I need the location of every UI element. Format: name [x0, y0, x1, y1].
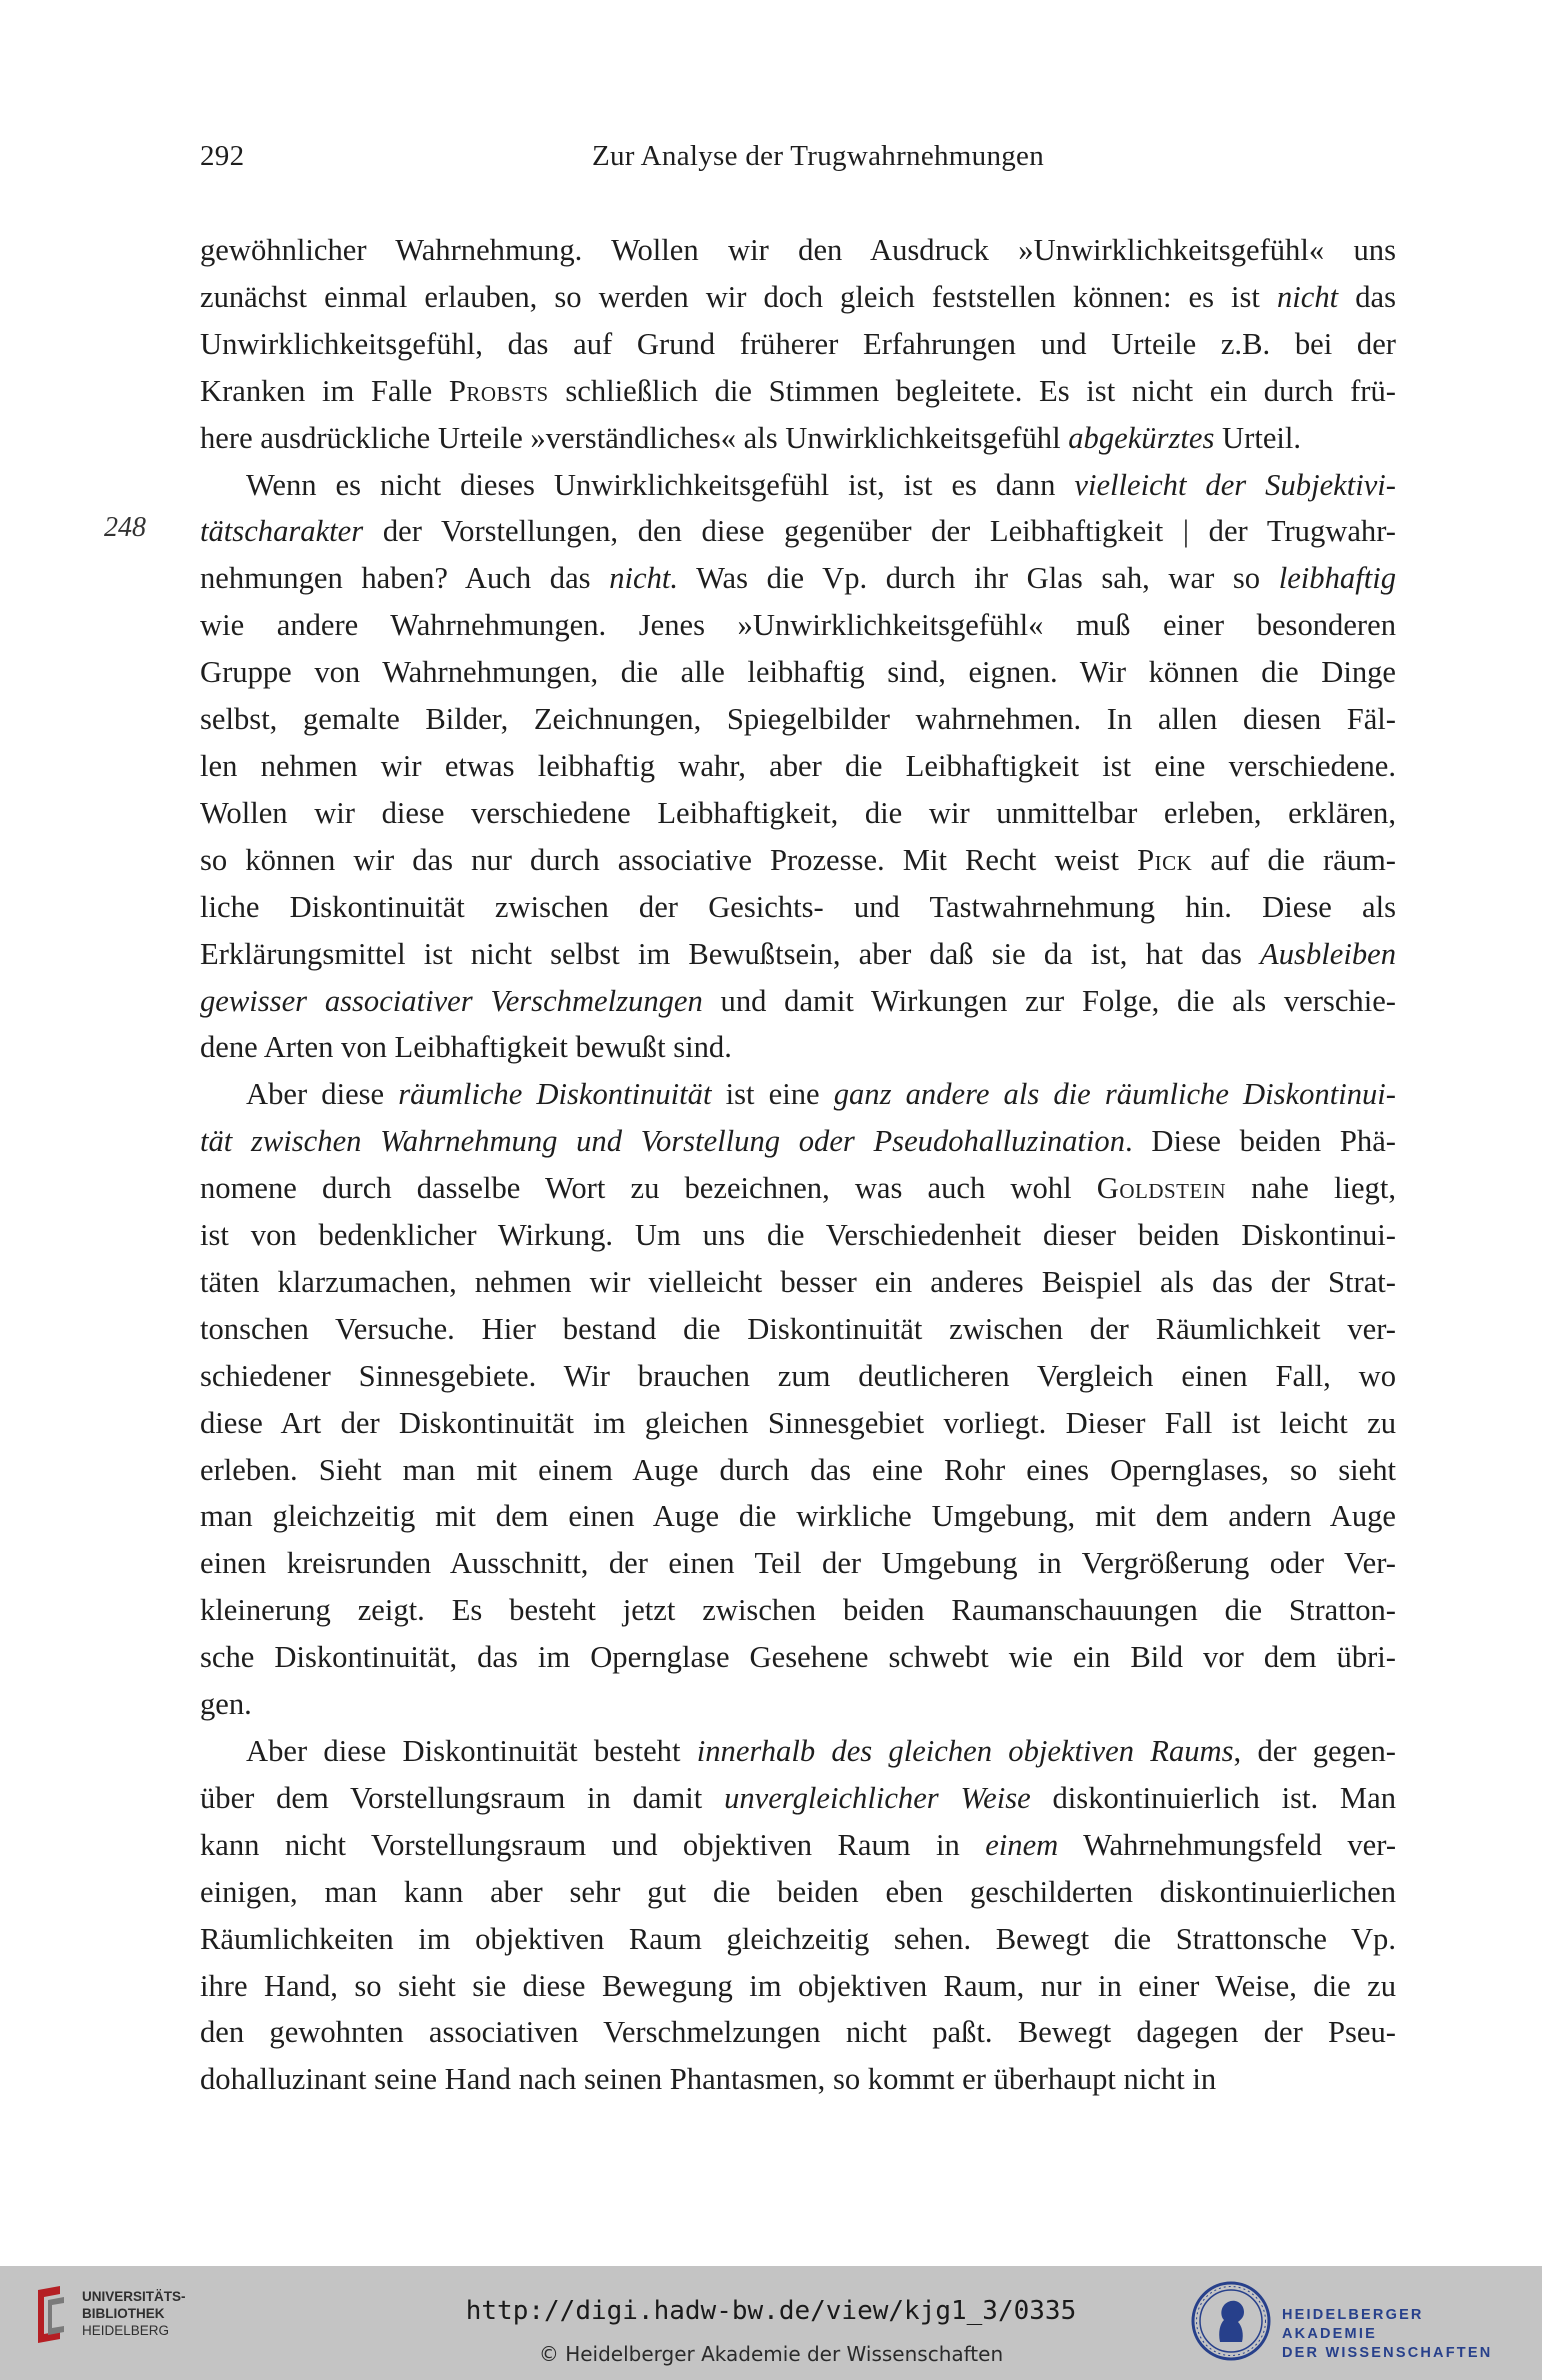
emphasis: einem	[985, 1827, 1059, 1862]
text-span: das	[1338, 279, 1396, 314]
text-line	[200, 274, 1396, 321]
text-line	[200, 1024, 1396, 1071]
text-span: gewöhnlicher Wahrnehmung. Wollen wir den Ausdruck »Unwirklichkeitsgefühl« uns	[200, 233, 1396, 267]
running-title: Zur Analyse der Trugwahrnehmungen	[591, 140, 1045, 172]
text-span: dene Arten von Leibhaftigkeit bewußt sind.	[200, 1030, 732, 1065]
emphasis: nicht	[1276, 279, 1339, 314]
text-span: here ausdrückliche Urteile »verständliches« als Unwirklichkeitsgefühl	[200, 420, 1069, 455]
text-line	[200, 696, 1396, 743]
hadw-name	[1282, 2306, 1520, 2363]
text-span: selbst, gemalte Bilder, Zeichnungen, Spiegelbilder wahrnehmen. In allen diesen Fäl-	[200, 702, 1396, 737]
text-span: den gewohnten associativen Verschmelzungen nicht paßt. Bewegt dagegen der Pseu-	[200, 2015, 1396, 2050]
text-span: der Vorstellungen, den diese gegenüber der Leibhaftigkeit | der Trugwahr-	[363, 514, 1396, 549]
text-span: einen kreisrunden Ausschnitt, der einen Teil der Umgebung in Vergrößerung oder Ver-	[200, 1546, 1396, 1581]
page-number: 292	[200, 140, 245, 172]
copyright-notice: © Heidelberger Akademie der Wissenschaften	[538, 2342, 1004, 2366]
text-line	[200, 1634, 1396, 1681]
text-span: schiedener Sinnesgebiete. Wir brauchen zum deutlicheren Vergleich einen Fall, wo	[200, 1358, 1396, 1393]
emphasis: tätscharakter	[200, 514, 364, 549]
text-span: nehmungen haben? Auch das	[200, 561, 610, 596]
emphasis: tät zwischen Wahrnehmung und Vorstellung oder Pseudohalluzination	[200, 1124, 1126, 1159]
text-span: auf die räum-	[1192, 842, 1396, 877]
text-span: täten klarzumachen, nehmen wir vielleicht besser ein anderes Beispiel als das der Strat-	[200, 1264, 1396, 1299]
author-name: Goldstein	[1096, 1171, 1226, 1206]
text-line	[200, 1540, 1396, 1587]
hadw-logo[interactable]	[1190, 2280, 1520, 2366]
emphasis: gewisser associativer Verschmelzungen	[200, 983, 703, 1018]
text-span: dohalluzinant seine Hand nach seinen Phantasmen, so kommt er überhaupt nicht in	[200, 2062, 1217, 2097]
emphasis: leibhaftig	[1278, 561, 1396, 596]
text-line	[200, 1775, 1396, 1822]
text-span: Räumlichkeiten im objektiven Raum gleichzeitig sehen. Bewegt die Strattonsche Vp.	[200, 1921, 1396, 1956]
text-line	[200, 508, 1396, 555]
text-line	[200, 1447, 1396, 1494]
text-span: Wenn es nicht dieses Unwirklichkeitsgefühl ist, ist es dann	[246, 467, 1075, 502]
text-line	[200, 1400, 1396, 1447]
text-line	[200, 1306, 1396, 1353]
body-text	[200, 227, 1396, 2103]
emphasis: innerhalb des gleichen objektiven Raums	[696, 1734, 1234, 1768]
text-line	[200, 1963, 1396, 2010]
ub-name-line3: HEIDELBERG	[82, 2323, 170, 2338]
text-line	[200, 1916, 1396, 1963]
ub-name-line2: BIBLIOTHEK	[82, 2306, 165, 2321]
text-span: Erklärungsmittel ist nicht selbst im Bewußtsein, aber daß sie da ist, hat das	[200, 936, 1261, 971]
text-span: diese Art der Diskontinuität im gleichen Sinnesgebiet vorliegt. Dieser Fall ist leicht zu	[200, 1405, 1396, 1440]
text-span: Urteil.	[1214, 420, 1302, 455]
text-line	[200, 1259, 1396, 1306]
hadw-name-line1: HEIDELBERGER AKADEMIE	[1282, 2307, 1424, 2342]
text-line	[200, 1869, 1396, 1916]
text-span: Wahrnehmungsfeld ver-	[1058, 1827, 1397, 1862]
text-span: gen.	[200, 1687, 252, 1722]
text-line	[200, 227, 1396, 274]
text-line	[200, 1493, 1396, 1540]
text-span: Gruppe von Wahrnehmungen, die alle leibhaftig sind, eignen. Wir können die Dinge	[200, 655, 1396, 690]
text-line	[200, 602, 1396, 649]
text-line	[200, 2056, 1396, 2103]
text-line	[200, 555, 1396, 602]
permalink-url[interactable]: http://digi.hadw-bw.de/view/kjg1_3/0335	[465, 2296, 1077, 2326]
emphasis: Ausbleiben	[1260, 936, 1396, 971]
text-span: Aber diese	[246, 1077, 399, 1112]
text-line	[200, 1165, 1396, 1212]
text-span: ihre Hand, so sieht sie diese Bewegung im objektiven Raum, nur in einer Weise, die zu	[200, 1968, 1396, 2003]
text-span: und damit Wirkungen zur Folge, die als verschie-	[702, 983, 1396, 1018]
text-line	[200, 321, 1396, 368]
text-line	[200, 1822, 1396, 1869]
emphasis: ganz andere als die räumliche Diskontinui-	[833, 1077, 1396, 1112]
text-line	[200, 1681, 1396, 1728]
emphasis: unvergleichlicher Weise	[724, 1780, 1031, 1815]
text-span: Unwirklichkeitsgefühl, das auf Grund früherer Erfahrungen und Urteile z.B. bei der	[200, 326, 1396, 361]
text-line	[200, 931, 1396, 978]
text-span: schließlich die Stimmen begleitete. Es ist nicht ein durch frü-	[548, 373, 1396, 408]
text-span: Aber diese Diskontinuität besteht	[246, 1734, 697, 1768]
text-span: kleinerung zeigt. Es besteht jetzt zwischen beiden Raumanschauungen die Stratton-	[200, 1593, 1396, 1628]
text-span: einigen, man kann aber sehr gut die beiden eben geschilderten diskontinuierlichen	[200, 1874, 1396, 1909]
author-name: Pick	[1137, 842, 1193, 877]
text-span: so können wir das nur durch associative Prozesse. Mit Recht weist	[200, 842, 1138, 877]
text-line	[200, 1118, 1396, 1165]
text-line	[200, 462, 1396, 509]
emphasis: vielleicht der Subjektivi-	[1074, 467, 1396, 502]
text-span: , der gegen-	[1233, 1734, 1396, 1768]
text-span: sche Diskontinuität, das im Opernglase Gesehene schwebt wie ein Bild vor dem übri-	[200, 1640, 1396, 1675]
text-span: len nehmen wir etwas leibhaftig wahr, aber die Leibhaftigkeit ist eine verschiedene.	[200, 748, 1396, 783]
text-line	[200, 1353, 1396, 1400]
text-span: liche Diskontinuität zwischen der Gesichts- und Tastwahrnehmung hin. Diese als	[200, 889, 1396, 924]
text-span: . Diese beiden Phä-	[1125, 1124, 1396, 1159]
text-line	[200, 837, 1396, 884]
hadw-name-line2: DER WISSENSCHAFTEN	[1282, 2345, 1493, 2361]
page-header	[200, 140, 1396, 180]
text-span: Was die Vp. durch ihr Glas sah, war so	[678, 561, 1279, 596]
margin-page-reference: 248	[104, 512, 146, 543]
text-span: erleben. Sieht man mit einem Auge durch das eine Rohr eines Opernglases, so sieht	[200, 1452, 1396, 1487]
text-line	[200, 1212, 1396, 1259]
emphasis: nicht.	[609, 561, 679, 596]
text-span: über dem Vorstellungsraum in damit	[200, 1780, 725, 1815]
text-span: Kranken im Falle	[200, 373, 449, 408]
text-line	[200, 790, 1396, 837]
text-span: ist von bedenklicher Wirkung. Um uns die Verschiedenheit dieser beiden Diskontinui-	[200, 1218, 1396, 1253]
text-span: Wollen wir diese verschiedene Leibhaftigkeit, die wir unmittelbar erleben, erklären,	[200, 795, 1396, 830]
text-line	[200, 649, 1396, 696]
ub-name-line1: UNIVERSITÄTS-	[82, 2289, 186, 2304]
text-span: man gleichzeitig mit dem einen Auge die wirkliche Umgebung, mit dem andern Auge	[200, 1499, 1396, 1534]
text-span: diskontinuierlich ist. Man	[1030, 1780, 1397, 1815]
text-span: nahe liegt,	[1225, 1171, 1397, 1206]
text-span: tonschen Versuche. Hier bestand die Diskontinuität zwischen der Räumlichkeit ver-	[200, 1311, 1396, 1346]
text-line	[200, 1587, 1396, 1634]
author-name: Probsts	[448, 373, 549, 408]
text-span: nomene durch dasselbe Wort zu bezeichnen, was auch wohl	[200, 1171, 1097, 1206]
text-line	[200, 743, 1396, 790]
text-line	[200, 368, 1396, 415]
text-line	[200, 978, 1396, 1025]
text-line	[200, 1728, 1396, 1775]
text-span: wie andere Wahrnehmungen. Jenes »Unwirklichkeitsgefühl« muß einer besonderen	[200, 608, 1396, 643]
footer-bar	[0, 2266, 1542, 2380]
academy-seal-icon	[1190, 2280, 1272, 2362]
text-line	[200, 2009, 1396, 2056]
emphasis: abgekürztes	[1068, 420, 1215, 455]
text-span: zunächst einmal erlauben, so werden wir doch gleich feststellen können: es ist	[200, 279, 1277, 314]
text-line	[200, 1071, 1396, 1118]
emphasis: räumliche Diskontinuität	[398, 1077, 712, 1112]
text-span: kann nicht Vorstellungsraum und objektiven Raum in	[200, 1827, 986, 1862]
text-line	[200, 415, 1396, 462]
text-span: ist eine	[711, 1077, 834, 1112]
text-line	[200, 884, 1396, 931]
